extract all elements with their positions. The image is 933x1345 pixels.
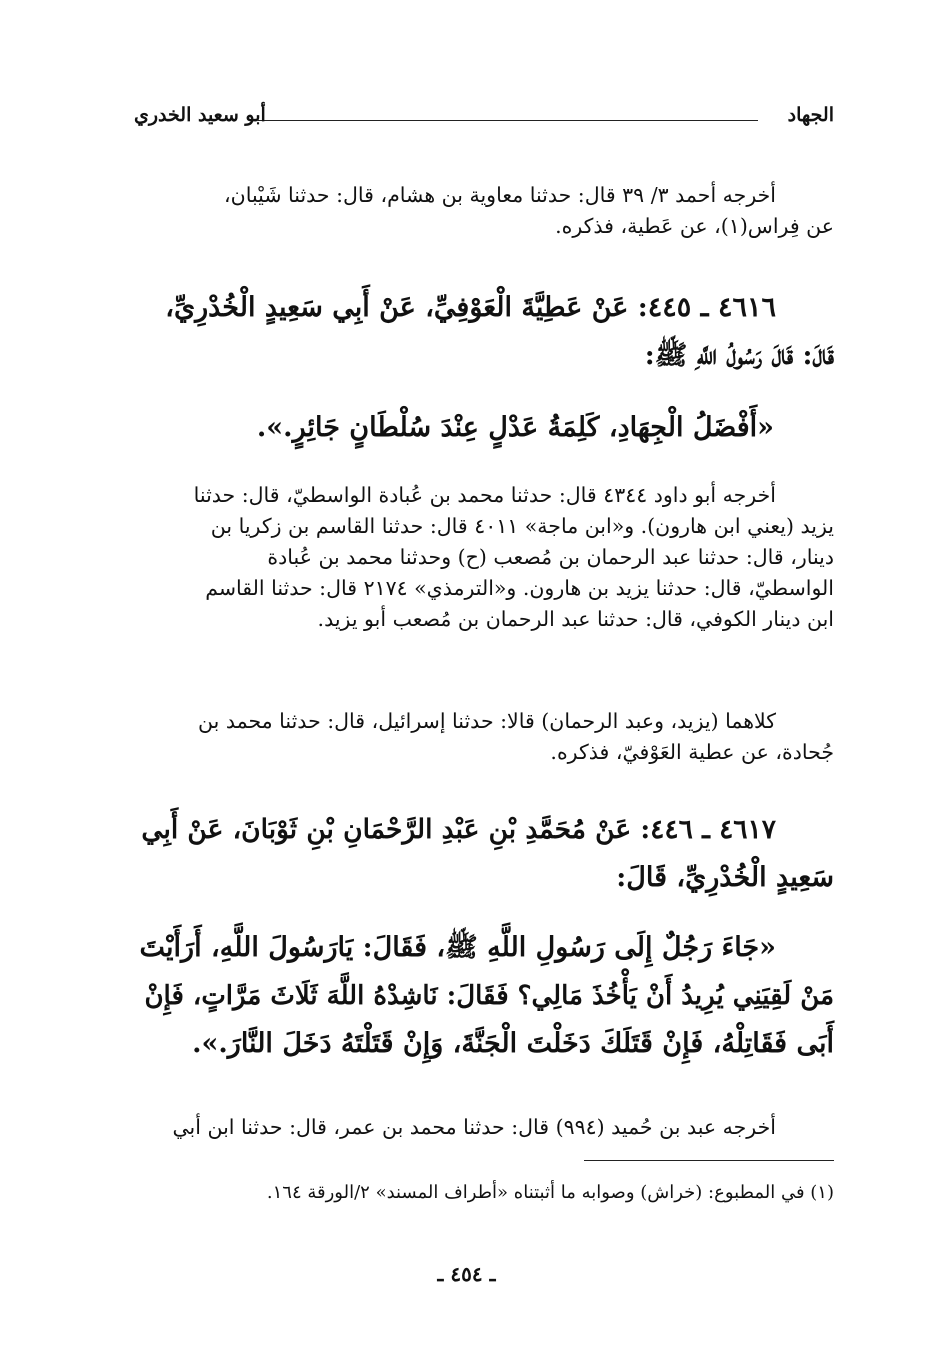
- text-line: أخرجه أحمد ٣/ ٣٩ قال: حدثنا معاوية بن هشام، قال: حدثنا شَيْبان،: [224, 183, 776, 207]
- hadith-text: [134, 404, 834, 452]
- header-rule: [258, 120, 758, 121]
- footnote: (١) في المطبوع: (خراش) وصوابه ما أثبتناه «أطراف المسند» ٢/الورقة ١٦٤.: [266, 1182, 834, 1203]
- section-title: أبو سعيد الخدري: [134, 104, 266, 126]
- source-paragraph: [134, 180, 834, 242]
- text-line: جُحادة، عن عطية العَوْفيّ، فذكره.: [550, 740, 834, 764]
- chapter-title: الجهاد: [787, 104, 834, 126]
- text-line: الواسطيّ، قال: حدثنا يزيد بن هارون. و«الترمذي» ٢١٧٤ قال: حدثنا القاسم: [205, 576, 834, 600]
- text-line: مَنْ لَقِيَنِي يُرِيدُ أَنْ يَأْخُذَ مَالِي؟ فَقَالَ: نَاشِدْهُ اللَّهَ ثَلَاثَ مَرَّاتٍ، فَإِنْ: [144, 981, 834, 1011]
- text-line: عن فِراس(١)، عن عَطية، فذكره.: [555, 214, 834, 238]
- source-paragraph: [134, 706, 834, 768]
- hadith-heading: [134, 806, 834, 902]
- hadith-heading: [134, 284, 834, 380]
- text-line: «أَفْضَلُ الْجِهَادِ، كَلِمَةُ عَدْلٍ عِنْدَ سُلْطَانٍ جَائِرٍ.».: [256, 412, 774, 443]
- text-line: قَالَ: قَالَ رَسُولُ اللَّهِ ﷺ:: [644, 340, 834, 371]
- text-line: أخرجه عبد بن حُميد (٩٩٤) قال: حدثنا محمد بن عمر، قال: حدثنا ابن أبي: [172, 1115, 776, 1139]
- text-line: يزيد (يعني ابن هارون). و«ابن ماجة» ٤٠١١ قال: حدثنا القاسم بن زكريا بن: [210, 514, 834, 538]
- footnote-rule: [584, 1160, 834, 1161]
- text-line: «جَاءَ رَجُلٌ إِلَى رَسُولِ اللَّهِ ﷺ، فَقَالَ: يَارَسُولَ اللَّهِ، أَرَأَيْتَ: [139, 932, 776, 963]
- text-line: ابن دينار الكوفي، قال: حدثنا عبد الرحمان بن مُصعب أبو يزيد.: [317, 607, 834, 631]
- running-header: [134, 104, 834, 132]
- hadith-text: [134, 924, 834, 1068]
- text-line: سَعِيدٍ الْخُدْرِيِّ، قَالَ:: [616, 862, 834, 893]
- text-line: دينار، قال: حدثنا عبد الرحمان بن مُصعب (ح) وحدثنا محمد بن عُبادة: [267, 545, 834, 569]
- text-line: ٤٦١٦ ـ ٤٤٥: عَنْ عَطِيَّةَ الْعَوْفِيِّ، عَنْ أَبِي سَعِيدٍ الْخُدْرِيِّ،: [165, 292, 776, 323]
- source-paragraph: [134, 480, 834, 635]
- text-line: أَبَى فَقَاتِلْهُ، فَإِنْ قَتَلَكَ دَخَلْتَ الْجَنَّةَ، وَإِنْ قَتَلْتَهُ دَخَلَ النَّارَ.».: [192, 1028, 834, 1059]
- page-number: ـ ٤٥٤ ـ: [437, 1262, 496, 1286]
- text-line: ٤٦١٧ ـ ٤٤٦: عَنْ مُحَمَّدِ بْنِ عَبْدِ الرَّحْمَانِ بْنِ ثَوْبَانَ، عَنْ أَبِي: [141, 814, 776, 845]
- text-line: أخرجه أبو داود ٤٣٤٤ قال: حدثنا محمد بن عُبادة الواسطيّ، قال: حدثنا: [193, 483, 776, 507]
- source-paragraph: [134, 1112, 834, 1143]
- text-line: كلاهما (يزيد، وعبد الرحمان) قالا: حدثنا إسرائيل، قال: حدثنا محمد بن: [198, 709, 776, 733]
